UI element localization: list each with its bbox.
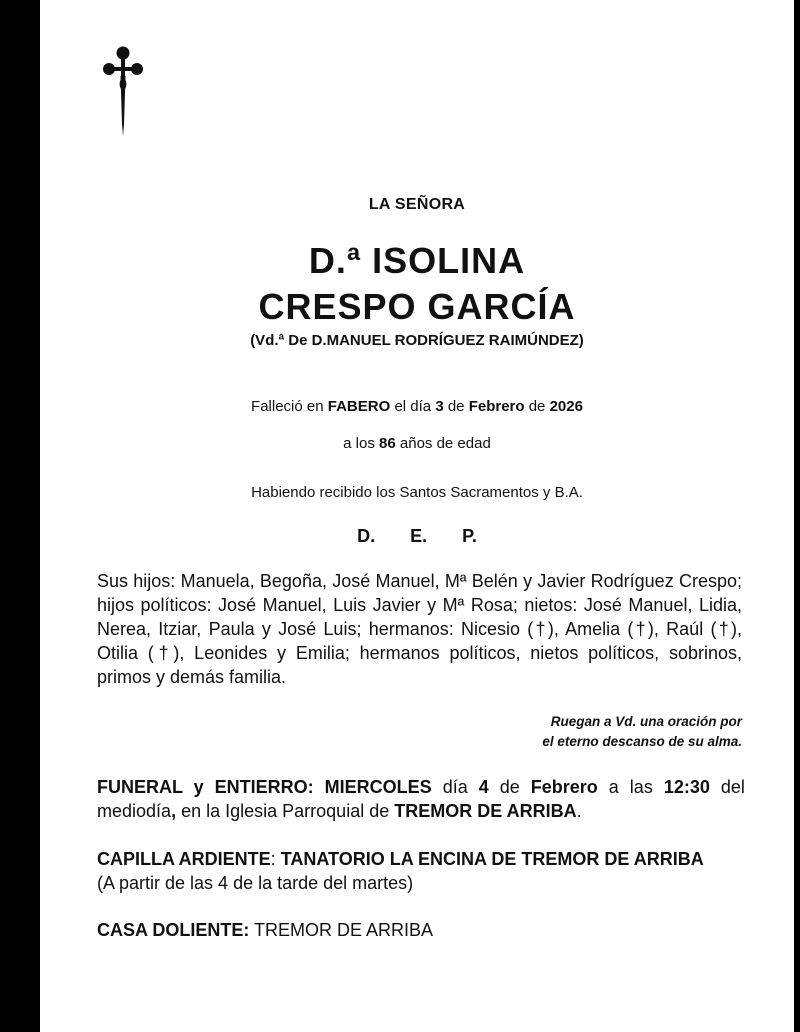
dep-heading: D. E. P. <box>357 526 477 546</box>
death-info: Falleció en FABERO el día 3 de Febrero de 2026 <box>251 398 583 415</box>
age-value: 86 <box>379 435 396 452</box>
house-info: CASA DOLIENTE: TREMOR DE ARRIBA <box>97 920 434 940</box>
death-year: 2026 <box>549 398 583 415</box>
widow-of-note: (Vd.ª De D.MANUEL RODRÍGUEZ RAIMÚNDEZ) <box>250 332 584 349</box>
family-paragraph: Sus hijos: Manuela, Begoña, José Manuel, Mª Belén y Javier Rodríguez Crespo; hijos políticos: José Manuel, Luis Javier y Mª Rosa; nietos: José Manuel, Lidia, Nerea, Itziar, Paula y José Luis; hermanos: Nicesio (†), Amelia (†), Raúl (†), Otilia (†), Leonides y Emilia; hermanos políticos, nietos políticos, sobrinos, primos y demás familia. <box>97 571 742 687</box>
age-info: a los 86 años de edad <box>343 435 491 452</box>
sacraments-note: Habiendo recibido los Santos Sacramentos y B.A. <box>251 484 583 501</box>
deceased-name-line2: CRESPO GARCÍA <box>258 286 576 327</box>
chapel-info: CAPILLA ARDIENTE: TANATORIO LA ENCINA DE TREMOR DE ARRIBA (A partir de las 4 de la tarde del martes) <box>97 847 745 895</box>
prayer-request: Ruegan a Vd. una oración por el eterno descanso de su alma. <box>542 714 742 749</box>
death-place: FABERO <box>327 398 391 415</box>
deceased-name-line1: D.ª ISOLINA <box>308 240 526 281</box>
death-day: 3 <box>435 398 444 415</box>
santiago-cross-icon <box>98 40 148 140</box>
chapel-note: (A partir de las 4 de la tarde del martes) <box>97 873 414 893</box>
funeral-info: FUNERAL y ENTIERRO: MIERCOLES día 4 de Febrero a las 12:30 del mediodía, en la Iglesia Parroquial de TREMOR DE ARRIBA. <box>97 777 745 821</box>
obituary-page <box>40 0 794 1032</box>
death-month: Febrero <box>468 398 525 415</box>
intro-label: LA SEÑORA <box>368 196 466 213</box>
